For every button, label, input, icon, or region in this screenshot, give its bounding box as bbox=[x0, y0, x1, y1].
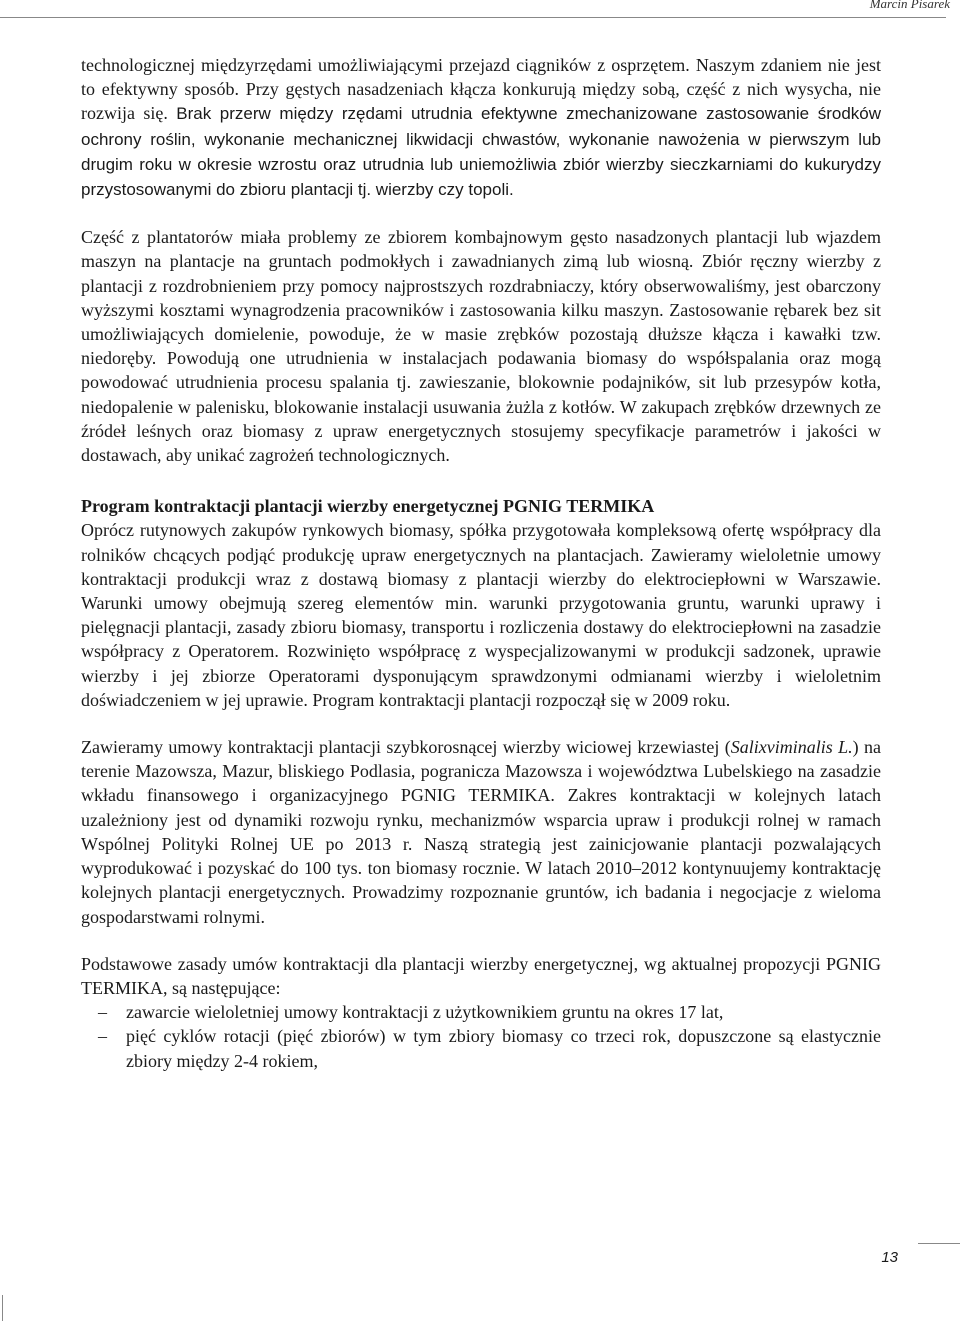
list-item-text: pięć cyklów rotacji (pięć zbiorów) w tym zbiory biomasy co trzeci rok, dopuszczone są elastycznie zbiory między 2-4 rokiem, bbox=[126, 1026, 881, 1071]
paragraph-4-before: Zawieramy umowy kontraktacji plantacji szybkorosnącej wierzby wiciowej krzewiastej ( bbox=[81, 737, 731, 758]
page-body bbox=[81, 53, 881, 1073]
paragraph-5-intro: Podstawowe zasady umów kontraktacji dla plantacji wierzby energetycznej, wg aktualnej propozycji PGNIG TERMIKA, są następujące: bbox=[81, 953, 881, 998]
list-item bbox=[98, 1000, 881, 1024]
dash-bullet: – bbox=[98, 1002, 107, 1023]
section-heading: Program kontraktacji plantacji wierzby energetycznej PGNIG TERMIKA bbox=[81, 496, 655, 517]
paragraph-1-intro: technologicznej międzyrzędami umożliwiającymi przejazd ciągników z osprzętem. Naszym zdaniem nie jest to efektywny sposób. Przy gęstych nasadzeniach kłącza konkurują między sobą, część z nich wysycha, nie rozwija się. bbox=[81, 55, 881, 124]
paragraph-1-rest: Brak przerw między rzędami utrudnia efektywne zmechanizowane zastosowanie środków ochrony roślin, wykonanie mechanicznej likwidacji chwastów, wykonanie nawożenia w pierwszym lub drugim roku w okresie wzrostu oraz utrudnia lub uniemożliwia zbiór wierzby sieczkarniami do kukurydzy przystosowanymi do zbioru plantacji tj. wierzby czy topoli. bbox=[81, 104, 882, 200]
paragraph-1 bbox=[81, 53, 881, 202]
list-item bbox=[98, 1024, 881, 1072]
paragraph-4 bbox=[81, 735, 881, 929]
species-name: Salixviminalis L. bbox=[730, 737, 853, 758]
running-header-author: Marcin Pisarek bbox=[869, 0, 950, 11]
margin-tick bbox=[2, 1295, 3, 1321]
paragraph-4-after: ) na terenie Mazowsza, Mazur, bliskiego Podlasia, pogranicza Mazowsza i województwa Lubelskiego na zasadzie wkładu finansowego i organizacyjnego PGNIG TERMIKA. Zakres kontraktacji w kolejnych latach uzależniony jest od dynamiki rozwoju rynku, mechanizmów wsparcia upraw i produkcji rolnej w ramach Wspólnej Polityki Rolnej UE po 2013 r. Naszą strategią jest zainicjowanie plantacji pozwalających wyprodukować i pozyskać do 100 tys. ton biomasy rocznie. W latach 2010–2012 kontynuujemy kontraktację kolejnych plantacji energetycznych. Prowadzimy rozpoznanie gruntów, ich badania i negocjacje z wieloma gospodarstwami rolnymi. bbox=[81, 737, 881, 927]
list-item-text: zawarcie wieloletniej umowy kontraktacji z użytkownikiem gruntu na okres 17 lat, bbox=[126, 1002, 724, 1023]
footer-rule bbox=[918, 1243, 960, 1244]
paragraph-2: Część z plantatorów miała problemy ze zbiorem kombajnowym gęsto nasadzonych plantacji lub wjazdem maszyn na plantacje na gruntach podmokłych i zawadnianych zimą lub wiosną. Zbiór ręczny wierzby z plantacji z rozdrobnieniem przy pomocy najprostszych rozdrabniaczy, który obserwowaliśmy, jest obarczony wyższymi kosztami wynagrodzenia pracowników i zastosowania kilku maszyn. Zastosowanie rębarek bez sit umożliwiających domielenie, powoduje, że w masie zrębków pozostają dłuższe kłącza i kawałki tzw. niedoręby. Powodują one utrudnienia w instalacjach podawania biomasy do współspalania oraz mogą powodować utrudnienia procesu spalania tj. zawieszanie, blokownie podajników, sit lub przesypów kotła, niedopalenie w palenisku, blokowanie instalacji usuwania żużla z kotłów. W zakupach zrębków drzewnych ze źródeł leśnych oraz biomasy z upraw energetycznych stosujemy specyfikacje parametrów i jakości w dostawach, aby unikać zagrożeń technologicznych. bbox=[81, 227, 881, 466]
terms-list bbox=[81, 1000, 881, 1073]
dash-bullet: – bbox=[98, 1026, 107, 1047]
page-number: 13 bbox=[881, 1249, 898, 1266]
header-rule bbox=[0, 17, 946, 18]
paragraph-3: Oprócz rutynowych zakupów rynkowych biomasy, spółka przygotowała kompleksową ofertę współpracy dla rolników chcących podjąć produkcję upraw energetycznych na plantacjach. Zawieramy wieloletnie umowy kontraktacji produkcji wraz z dostawą biomasy z plantacji wierzby do elektrociepłowni w Warszawie. Warunki umowy obejmują szereg elementów min. warunki przygotowania gruntu, warunki uprawy i pielęgnacji plantacji, zasady zbioru biomasy, transportu i rozliczenia dostawy do elektrociepłowni na zasadzie współpracy z Operatorem. Rozwinięto współpracę z wyspecjalizowanymi w produkcji sadzonek, uprawie wierzby i jej zbiorze Operatorami dysponującym sprawdzonymi odmianami wierzby i wieloletnim doświadczeniem w jej uprawie. Program kontraktacji plantacji rozpoczął się w 2009 roku. bbox=[81, 520, 881, 710]
